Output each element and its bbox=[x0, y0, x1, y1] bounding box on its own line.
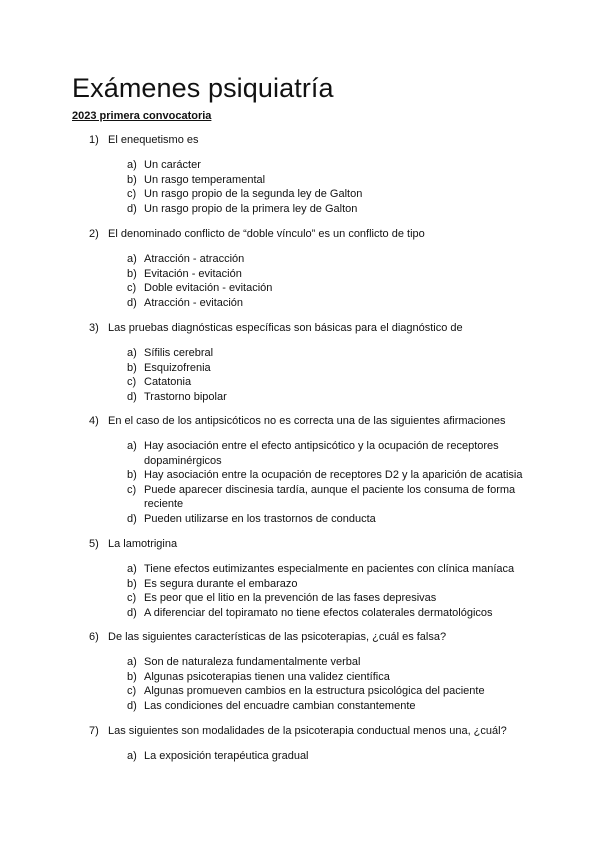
option-list bbox=[0, 346, 600, 404]
option-text: Tiene efectos eutimizantes especialmente en pacientes con clínica maníaca bbox=[144, 563, 515, 575]
option-text: Pueden utilizarse en los trastornos de conducta bbox=[144, 512, 376, 525]
question-number: 2) bbox=[89, 228, 99, 240]
option-text: Algunas psicoterapias tienen una validez científica bbox=[144, 670, 390, 683]
option-item bbox=[0, 577, 600, 592]
question-text: La lamotrigina bbox=[108, 538, 178, 550]
option-text: Es peor que el litio en la prevención de las fases depresivas bbox=[144, 592, 437, 605]
option-text: Las condiciones del encuadre cambian constantemente bbox=[144, 699, 416, 712]
question-6 bbox=[0, 630, 600, 713]
option-item bbox=[0, 390, 600, 405]
option-text: Esquizofrenia bbox=[144, 361, 211, 374]
option-text: Catatonia bbox=[144, 376, 192, 389]
option-letter: c) bbox=[127, 483, 137, 496]
option-item bbox=[0, 267, 600, 282]
option-item bbox=[0, 361, 600, 376]
option-letter: a) bbox=[127, 563, 137, 575]
question-3 bbox=[0, 321, 600, 404]
option-text: Algunas promueven cambios en la estructura psicológica del paciente bbox=[144, 685, 485, 698]
option-list bbox=[0, 655, 600, 713]
question-5 bbox=[0, 537, 600, 620]
option-text: Un rasgo propio de la primera ley de Galton bbox=[144, 202, 358, 215]
option-text: Un carácter bbox=[144, 159, 201, 171]
question-text: El enequetismo es bbox=[108, 134, 199, 146]
question-text: En el caso de los antipsicóticos no es correcta una de las siguientes afirmaciones bbox=[108, 415, 506, 427]
option-item bbox=[0, 252, 600, 267]
option-letter: a) bbox=[127, 347, 137, 359]
exam-subtitle: 2023 primera convocatoria bbox=[72, 110, 212, 122]
option-item bbox=[0, 281, 600, 296]
option-text: Doble evitación - evitación bbox=[144, 282, 273, 295]
question-4 bbox=[0, 414, 600, 527]
option-item bbox=[0, 749, 600, 764]
option-item bbox=[0, 375, 600, 390]
option-item bbox=[0, 684, 600, 699]
question-number: 6) bbox=[89, 631, 99, 643]
option-letter: c) bbox=[127, 188, 137, 201]
option-letter: d) bbox=[127, 296, 137, 309]
option-item bbox=[0, 606, 600, 621]
option-letter: d) bbox=[127, 390, 137, 403]
option-list bbox=[0, 158, 600, 216]
option-text: Son de naturaleza fundamentalmente verbal bbox=[144, 656, 361, 668]
option-item bbox=[0, 187, 600, 202]
option-item bbox=[0, 468, 600, 483]
option-text: Es segura durante el embarazo bbox=[144, 577, 298, 590]
question-text: Las siguientes son modalidades de la psicoterapia conductual menos una, ¿cuál? bbox=[108, 725, 507, 737]
question-1 bbox=[0, 133, 600, 216]
option-item bbox=[0, 512, 600, 527]
option-item bbox=[0, 483, 600, 512]
option-letter: a) bbox=[127, 440, 137, 452]
option-letter: b) bbox=[127, 267, 137, 280]
option-letter: c) bbox=[127, 592, 137, 605]
option-letter: d) bbox=[127, 699, 137, 712]
question-text: El denominado conflicto de “doble vínculo” es un conflicto de tipo bbox=[108, 228, 425, 240]
option-letter: c) bbox=[127, 685, 137, 698]
page-title: Exámenes psiquiatría bbox=[72, 73, 334, 103]
option-letter: a) bbox=[127, 656, 137, 668]
option-text: Evitación - evitación bbox=[144, 267, 242, 280]
option-list bbox=[0, 562, 600, 620]
question-number: 3) bbox=[89, 322, 99, 334]
option-text: Atracción - evitación bbox=[144, 296, 244, 309]
option-item bbox=[0, 562, 600, 577]
option-letter: a) bbox=[127, 253, 137, 265]
option-item bbox=[0, 591, 600, 606]
question-text: De las siguientes características de las psicoterapias, ¿cuál es falsa? bbox=[108, 631, 447, 643]
option-letter: c) bbox=[127, 282, 137, 295]
option-text: Hay asociación entre la ocupación de receptores D2 y la aparición de acatisia bbox=[144, 469, 523, 482]
option-text: Sífilis cerebral bbox=[144, 347, 214, 359]
option-item bbox=[0, 670, 600, 685]
question-2 bbox=[0, 227, 600, 310]
option-item bbox=[0, 699, 600, 714]
question-number: 5) bbox=[89, 538, 99, 550]
option-letter: a) bbox=[127, 159, 137, 171]
question-number: 1) bbox=[89, 134, 99, 146]
option-text: A diferenciar del topiramato no tiene efectos colaterales dermatológicos bbox=[144, 606, 493, 619]
option-item bbox=[0, 346, 600, 361]
option-item bbox=[0, 439, 600, 468]
option-letter: b) bbox=[127, 361, 137, 374]
option-item bbox=[0, 655, 600, 670]
option-letter: d) bbox=[127, 606, 137, 619]
option-letter: c) bbox=[127, 376, 137, 389]
question-number: 4) bbox=[89, 415, 99, 427]
option-list bbox=[0, 749, 600, 764]
question-number: 7) bbox=[89, 725, 99, 737]
option-list bbox=[0, 252, 600, 310]
option-text: Atracción - atracción bbox=[144, 253, 245, 265]
option-text: Un rasgo propio de la segunda ley de Galton bbox=[144, 188, 363, 201]
option-text: La exposición terapéutica gradual bbox=[144, 750, 309, 762]
option-letter: b) bbox=[127, 469, 137, 482]
question-7 bbox=[0, 724, 600, 764]
option-text: Puede aparecer discinesia tardía, aunque el paciente los consuma de forma reciente bbox=[144, 483, 516, 511]
option-text: Trastorno bipolar bbox=[144, 390, 227, 403]
option-item bbox=[0, 296, 600, 311]
option-list bbox=[0, 439, 600, 527]
option-letter: d) bbox=[127, 512, 137, 525]
option-letter: b) bbox=[127, 577, 137, 590]
option-letter: b) bbox=[127, 173, 137, 186]
option-letter: b) bbox=[127, 670, 137, 683]
option-item bbox=[0, 158, 600, 173]
option-text: Un rasgo temperamental bbox=[144, 173, 266, 186]
option-item bbox=[0, 173, 600, 188]
option-text: Hay asociación entre el efecto antipsicótico y la ocupación de receptores dopaminérgicos bbox=[144, 440, 499, 467]
question-text: Las pruebas diagnósticas específicas son básicas para el diagnóstico de bbox=[108, 322, 463, 334]
option-item bbox=[0, 202, 600, 217]
option-letter: d) bbox=[127, 202, 137, 215]
option-letter: a) bbox=[127, 750, 137, 762]
